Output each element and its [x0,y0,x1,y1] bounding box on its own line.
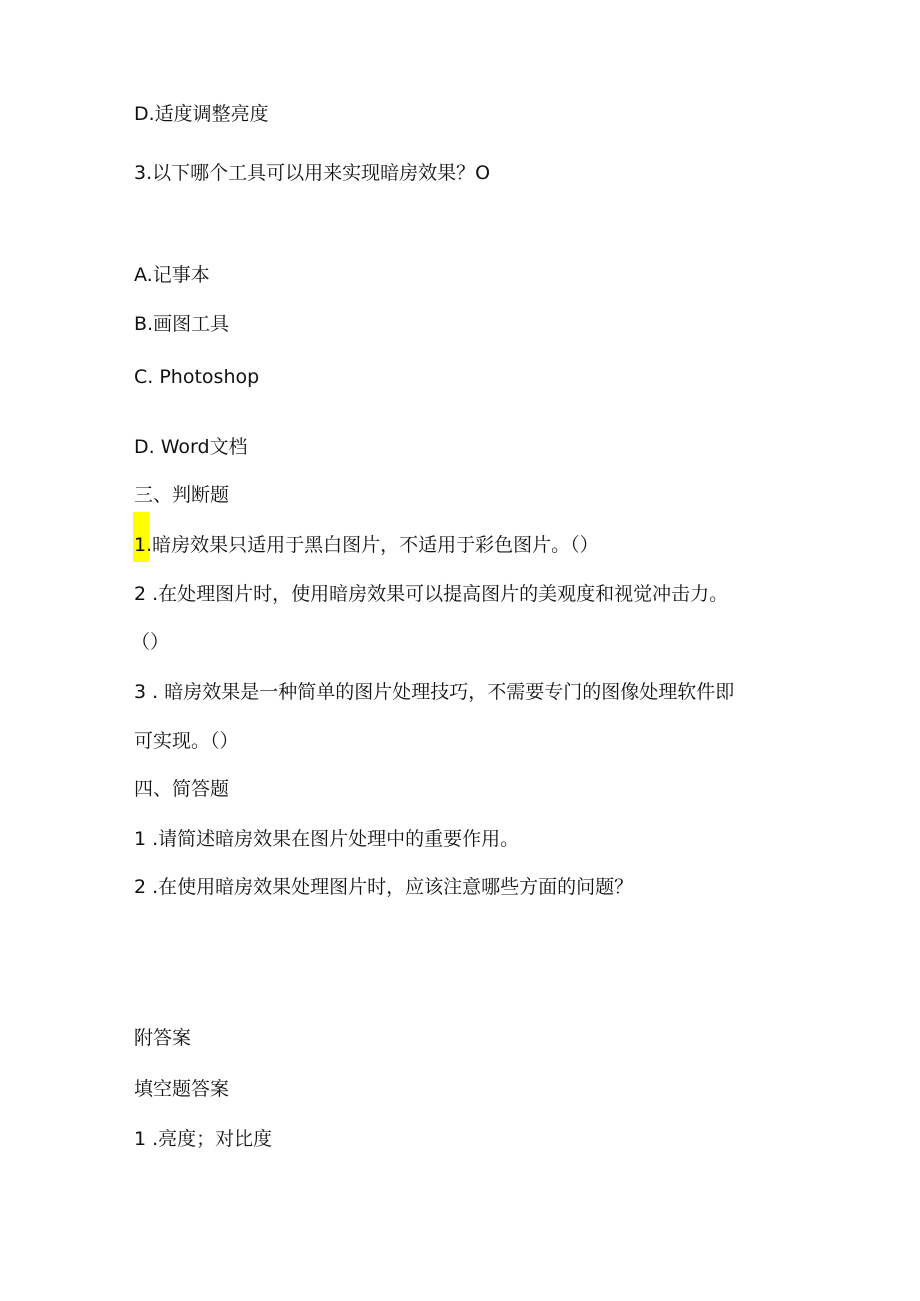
option-c-photoshop: C. Photoshop [134,366,260,388]
short-answer-item-2: 2 .在使用暗房效果处理图片时，应该注意哪些方面的问题？ [134,876,634,898]
option-b-paint: B.画图工具 [134,313,230,335]
section-true-false-heading: 三、判断题 [134,484,230,506]
option-a-notepad: A.记事本 [134,264,210,286]
true-false-item-2: 2 .在处理图片时，使用暗房效果可以提高图片的美观度和视觉冲击力。 [134,583,729,605]
option-d-word: D. Word文档 [134,436,248,458]
option-d-adjust-brightness: D.适度调整亮度 [134,103,269,125]
true-false-item-1: 1.暗房效果只适用于黑白图片，不适用于彩色图片。（） [134,534,599,556]
true-false-item-3-continued: 可实现。（） [134,730,239,752]
section-short-answer-heading: 四、简答题 [134,778,230,800]
fill-blank-answer-1: 1 .亮度；对比度 [134,1128,273,1150]
question-3: 3.以下哪个工具可以用来实现暗房效果？O [134,162,491,184]
short-answer-item-1: 1 .请简述暗房效果在图片处理中的重要作用。 [134,828,520,850]
true-false-item-3: 3 . 暗房效果是一种简单的图片处理技巧，不需要专门的图像处理软件即 [134,681,735,703]
true-false-item-2-bracket: （） [131,631,170,653]
answers-heading: 附答案 [134,1027,192,1049]
fill-blank-answers-heading: 填空题答案 [134,1078,230,1100]
